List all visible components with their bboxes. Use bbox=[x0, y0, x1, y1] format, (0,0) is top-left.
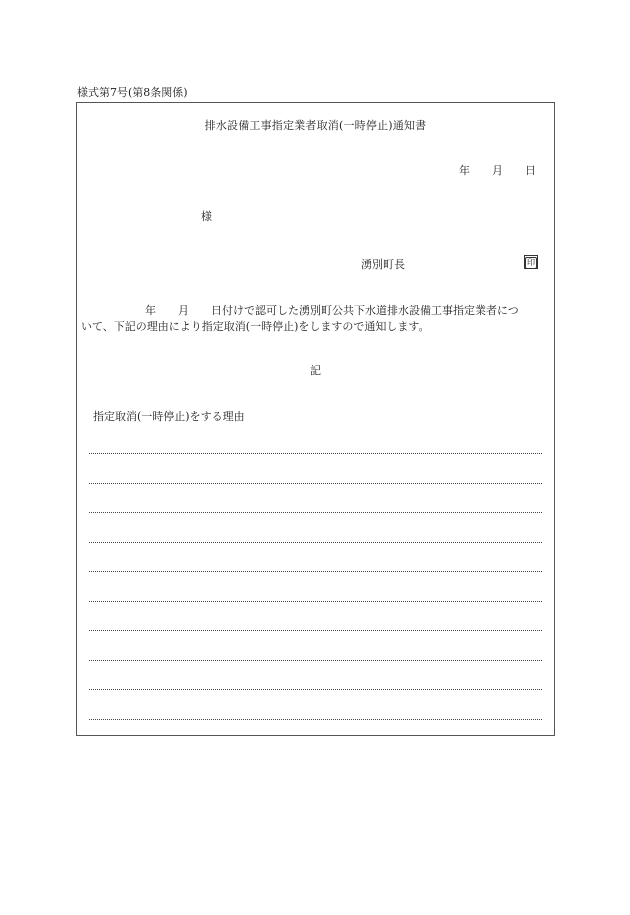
body-line-1 bbox=[81, 303, 551, 319]
seal-mark bbox=[524, 255, 538, 269]
reason-line bbox=[89, 601, 542, 602]
addressee-suffix: 様 bbox=[201, 210, 212, 223]
body-month: 月 bbox=[178, 304, 189, 317]
reason-line bbox=[89, 512, 542, 513]
date-month: 月 bbox=[492, 164, 503, 177]
date-day: 日 bbox=[525, 164, 536, 177]
issuer-name: 湧別町長 bbox=[361, 258, 405, 271]
notice-form-frame bbox=[76, 102, 555, 736]
reason-line bbox=[89, 542, 542, 543]
reason-line bbox=[89, 660, 542, 661]
document-title: 排水設備工事指定業者取消(一時停止)通知書 bbox=[204, 119, 427, 132]
reason-line bbox=[89, 483, 542, 484]
reason-line bbox=[89, 571, 542, 572]
reason-line bbox=[89, 630, 542, 631]
date-line bbox=[459, 165, 536, 176]
reason-line bbox=[89, 453, 542, 454]
date-year: 年 bbox=[459, 164, 470, 177]
ki-heading: 記 bbox=[310, 364, 321, 377]
body-line-2: いて、下記の理由により指定取消(一時停止)をしますので通知します。 bbox=[81, 320, 430, 333]
notice-body bbox=[81, 303, 551, 335]
body-line-1-rest: 日付けで認可した湧別町公共下水道排水設備工事指定業者につ bbox=[211, 304, 519, 317]
reason-line bbox=[89, 719, 542, 720]
form-number: 様式第7号(第8条関係) bbox=[77, 86, 188, 99]
seal-label: 印 bbox=[527, 258, 535, 267]
reason-label: 指定取消(一時停止)をする理由 bbox=[93, 410, 245, 423]
reason-line bbox=[89, 689, 542, 690]
body-year: 年 bbox=[145, 304, 156, 317]
